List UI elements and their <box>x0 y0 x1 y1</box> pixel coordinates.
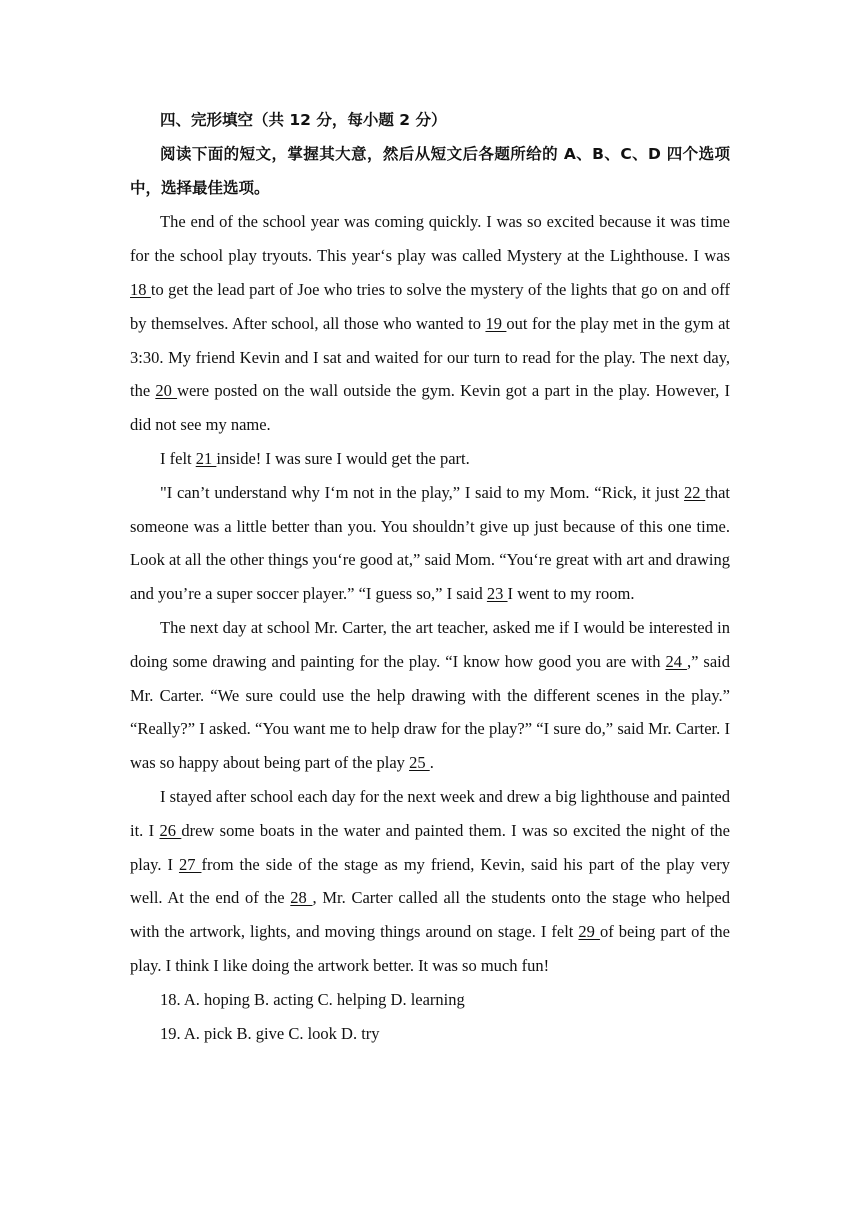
passage-text: out for the play met in the gym at 3:30. My friend Kevin and I sat and waited for our turn to read for the play. The next day, the <box>130 313 731 401</box>
blank-28: 28 <box>290 888 313 908</box>
passage-text: ,” said Mr. Carter. “We sure could use the help drawing with the different scenes in the play.” “Really?” I asked. “You want me to help draw for the play?” “I sure do,” said Mr. Carter. I was so happy about being part of the play <box>130 651 731 773</box>
document-page <box>130 104 730 1050</box>
passage-paragraph-4 <box>130 611 730 780</box>
blank-23: 23 <box>486 584 508 604</box>
passage-text: I felt <box>160 448 196 468</box>
passage-text: , Mr. Carter called all the students onto the stage who helped with the artwork, lights, and moving things around on stage. I felt <box>130 888 731 942</box>
passage-paragraph-3 <box>130 476 730 611</box>
blank-25: 25 <box>409 753 430 773</box>
blank-19: 19 <box>485 313 507 333</box>
section-instruction: 阅读下面的短文，掌握其大意，然后从短文后各题所给的 A、B、C、D 四个选项中，选择最佳选项。 <box>130 144 730 197</box>
question-18: 18. A. hoping B. acting C. helping D. learning <box>160 989 465 1009</box>
blank-20: 20 <box>155 381 178 401</box>
passage-text: from the side of the stage as my friend, Kevin, said his part of the play very well. At the end of the <box>130 854 730 908</box>
passage-text: "I can’t understand why I‘m not in the play,” I said to my Mom. “Rick, it just <box>160 482 685 502</box>
passage-text: drew some boats in the water and painted them. I was so excited the night of the play. I <box>130 820 731 874</box>
passage-text: inside! I was sure I would get the part. <box>216 448 470 468</box>
question-19: 19. A. pick B. give C. look D. try <box>160 1023 380 1043</box>
passage-paragraph-2 <box>130 442 730 476</box>
passage-text: were posted on the wall outside the gym. Kevin got a part in the play. However, I did not see my name. <box>130 381 730 435</box>
blank-26: 26 <box>159 820 182 840</box>
blank-18: 18 <box>130 279 151 299</box>
blank-29: 29 <box>578 922 600 942</box>
passage-text: The next day at school Mr. Carter, the art teacher, asked me if I would be interested in doing some drawing and painting for the play. “I know how good you are with <box>130 617 730 671</box>
passage-text: of being part of the play. I think I like doing the artwork better. It was so much fun! <box>130 922 731 975</box>
passage-text: I went to my room. <box>507 584 635 604</box>
passage-text: to get the lead part of Joe who tries to solve the mystery of the lights that go on and off by themselves. After school, all those who wanted to <box>130 279 730 333</box>
blank-27: 27 <box>178 854 202 874</box>
passage-text: that someone was a little better than you. You shouldn’t give up just because of this one time. Look at all the other things you‘re good at,” said Mom. “You‘re great with art and drawing and you’re a super soccer player.” “I guess so,” I said <box>130 482 730 604</box>
passage-text: The end of the school year was coming quickly. I was so excited because it was time for the school play tryouts. This year‘s play was called Mystery at the Lighthouse. I was <box>130 212 730 266</box>
section-title: 四、完形填空（共 12 分，每小题 2 分） <box>160 111 447 129</box>
blank-24: 24 <box>665 651 687 671</box>
passage-paragraph-1 <box>130 205 730 442</box>
blank-21: 21 <box>195 448 217 468</box>
passage-text: I stayed after school each day for the next week and drew a big lighthouse and painted it. I <box>130 786 730 840</box>
blank-22: 22 <box>684 482 706 502</box>
passage-paragraph-5 <box>130 780 730 983</box>
passage-text: . <box>429 753 434 773</box>
